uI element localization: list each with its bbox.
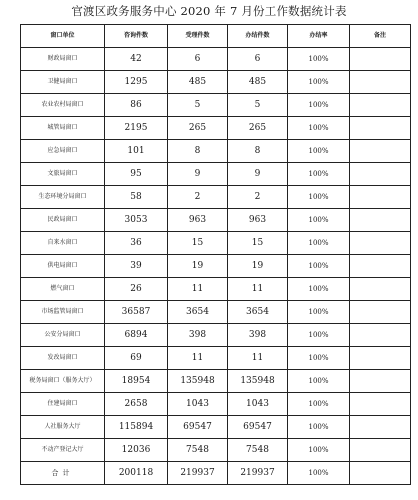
cell-unit: 住建局窗口	[21, 393, 105, 416]
cell-consult: 95	[105, 163, 168, 186]
cell-unit: 民政局窗口	[21, 209, 105, 232]
cell-accept: 135948	[168, 370, 228, 393]
cell-note	[350, 370, 411, 393]
cell-unit: 税务局窗口（服务大厅）	[21, 370, 105, 393]
table-row	[21, 416, 411, 439]
cell-accept: 7548	[168, 439, 228, 462]
cell-complete: 11	[228, 347, 288, 370]
cell-complete: 7548	[228, 439, 288, 462]
cell-unit: 城管局窗口	[21, 117, 105, 140]
cell-note	[350, 94, 411, 117]
cell-unit: 公安分局窗口	[21, 324, 105, 347]
cell-unit: 生态环境分局窗口	[21, 186, 105, 209]
cell-rate: 100%	[288, 48, 350, 71]
cell-accept: 3654	[168, 301, 228, 324]
total-complete: 219937	[228, 462, 288, 485]
cell-rate: 100%	[288, 439, 350, 462]
cell-complete: 69547	[228, 416, 288, 439]
table-row	[21, 324, 411, 347]
document-title: 官渡区政务服务中心 2020 年 7 月份工作数据统计表	[71, 4, 347, 18]
cell-complete: 8	[228, 140, 288, 163]
table-row	[21, 370, 411, 393]
cell-consult: 36	[105, 232, 168, 255]
cell-note	[350, 393, 411, 416]
cell-accept: 15	[168, 232, 228, 255]
cell-consult: 58	[105, 186, 168, 209]
cell-consult: 18954	[105, 370, 168, 393]
cell-consult: 1295	[105, 71, 168, 94]
cell-complete: 5	[228, 94, 288, 117]
cell-rate: 100%	[288, 186, 350, 209]
cell-consult: 3053	[105, 209, 168, 232]
cell-complete: 15	[228, 232, 288, 255]
cell-note	[350, 416, 411, 439]
cell-complete: 265	[228, 117, 288, 140]
cell-note	[350, 209, 411, 232]
cell-rate: 100%	[288, 324, 350, 347]
cell-complete: 963	[228, 209, 288, 232]
cell-accept: 2	[168, 186, 228, 209]
header-rate: 办结率	[288, 25, 350, 48]
cell-unit: 卫健局窗口	[21, 71, 105, 94]
cell-complete: 6	[228, 48, 288, 71]
header-accept: 受理件数	[168, 25, 228, 48]
cell-accept: 6	[168, 48, 228, 71]
header-note: 备注	[350, 25, 411, 48]
header-unit: 窗口单位	[21, 25, 105, 48]
cell-unit: 发改局窗口	[21, 347, 105, 370]
cell-rate: 100%	[288, 209, 350, 232]
cell-note	[350, 439, 411, 462]
cell-note	[350, 278, 411, 301]
table-row	[21, 439, 411, 462]
total-note	[350, 462, 411, 485]
cell-accept: 8	[168, 140, 228, 163]
cell-complete: 1043	[228, 393, 288, 416]
cell-accept: 963	[168, 209, 228, 232]
cell-accept: 69547	[168, 416, 228, 439]
cell-accept: 5	[168, 94, 228, 117]
table-row	[21, 209, 411, 232]
cell-note	[350, 48, 411, 71]
cell-unit: 供电局窗口	[21, 255, 105, 278]
table-row	[21, 71, 411, 94]
total-rate: 100%	[288, 462, 350, 485]
table-row	[21, 255, 411, 278]
cell-complete: 19	[228, 255, 288, 278]
table-row	[21, 301, 411, 324]
cell-complete: 9	[228, 163, 288, 186]
cell-complete: 3654	[228, 301, 288, 324]
table-row	[21, 186, 411, 209]
cell-note	[350, 255, 411, 278]
cell-accept: 19	[168, 255, 228, 278]
cell-note	[350, 71, 411, 94]
total-consult: 200118	[105, 462, 168, 485]
cell-note	[350, 163, 411, 186]
statistics-table	[20, 24, 411, 485]
cell-consult: 39	[105, 255, 168, 278]
cell-rate: 100%	[288, 140, 350, 163]
table-row	[21, 278, 411, 301]
cell-rate: 100%	[288, 347, 350, 370]
cell-rate: 100%	[288, 370, 350, 393]
cell-accept: 485	[168, 71, 228, 94]
cell-accept: 9	[168, 163, 228, 186]
cell-rate: 100%	[288, 278, 350, 301]
cell-note	[350, 232, 411, 255]
cell-consult: 12036	[105, 439, 168, 462]
cell-complete: 485	[228, 71, 288, 94]
cell-rate: 100%	[288, 255, 350, 278]
cell-note	[350, 140, 411, 163]
cell-rate: 100%	[288, 117, 350, 140]
cell-unit: 不动产登记大厅	[21, 439, 105, 462]
table-row	[21, 393, 411, 416]
cell-accept: 1043	[168, 393, 228, 416]
cell-complete: 11	[228, 278, 288, 301]
cell-consult: 69	[105, 347, 168, 370]
cell-accept: 398	[168, 324, 228, 347]
cell-rate: 100%	[288, 301, 350, 324]
cell-consult: 6894	[105, 324, 168, 347]
cell-consult: 101	[105, 140, 168, 163]
table-row	[21, 232, 411, 255]
cell-unit: 市场监管局窗口	[21, 301, 105, 324]
cell-consult: 86	[105, 94, 168, 117]
cell-unit: 应急局窗口	[21, 140, 105, 163]
total-row	[21, 462, 411, 485]
total-label: 合计	[21, 462, 105, 485]
total-accept: 219937	[168, 462, 228, 485]
cell-accept: 265	[168, 117, 228, 140]
cell-accept: 11	[168, 347, 228, 370]
cell-complete: 2	[228, 186, 288, 209]
cell-unit: 燃气窗口	[21, 278, 105, 301]
table-row	[21, 94, 411, 117]
cell-accept: 11	[168, 278, 228, 301]
header-row	[21, 25, 411, 48]
cell-rate: 100%	[288, 393, 350, 416]
cell-rate: 100%	[288, 71, 350, 94]
table-row	[21, 117, 411, 140]
cell-rate: 100%	[288, 94, 350, 117]
cell-consult: 26	[105, 278, 168, 301]
cell-unit: 自来水窗口	[21, 232, 105, 255]
table-row	[21, 48, 411, 71]
header-consult: 咨询件数	[105, 25, 168, 48]
cell-rate: 100%	[288, 232, 350, 255]
table-row	[21, 347, 411, 370]
cell-note	[350, 347, 411, 370]
table-row	[21, 140, 411, 163]
cell-consult: 115894	[105, 416, 168, 439]
cell-rate: 100%	[288, 163, 350, 186]
cell-note	[350, 301, 411, 324]
cell-consult: 2195	[105, 117, 168, 140]
cell-rate: 100%	[288, 416, 350, 439]
cell-complete: 398	[228, 324, 288, 347]
cell-unit: 文旅局窗口	[21, 163, 105, 186]
cell-note	[350, 324, 411, 347]
cell-note	[350, 117, 411, 140]
cell-consult: 2658	[105, 393, 168, 416]
cell-unit: 农业农村局窗口	[21, 94, 105, 117]
table-body	[21, 48, 411, 462]
cell-consult: 36587	[105, 301, 168, 324]
table-row	[21, 163, 411, 186]
cell-note	[350, 186, 411, 209]
cell-unit: 人社服务大厅	[21, 416, 105, 439]
cell-unit: 财政局窗口	[21, 48, 105, 71]
header-complete: 办结件数	[228, 25, 288, 48]
cell-consult: 42	[105, 48, 168, 71]
cell-complete: 135948	[228, 370, 288, 393]
